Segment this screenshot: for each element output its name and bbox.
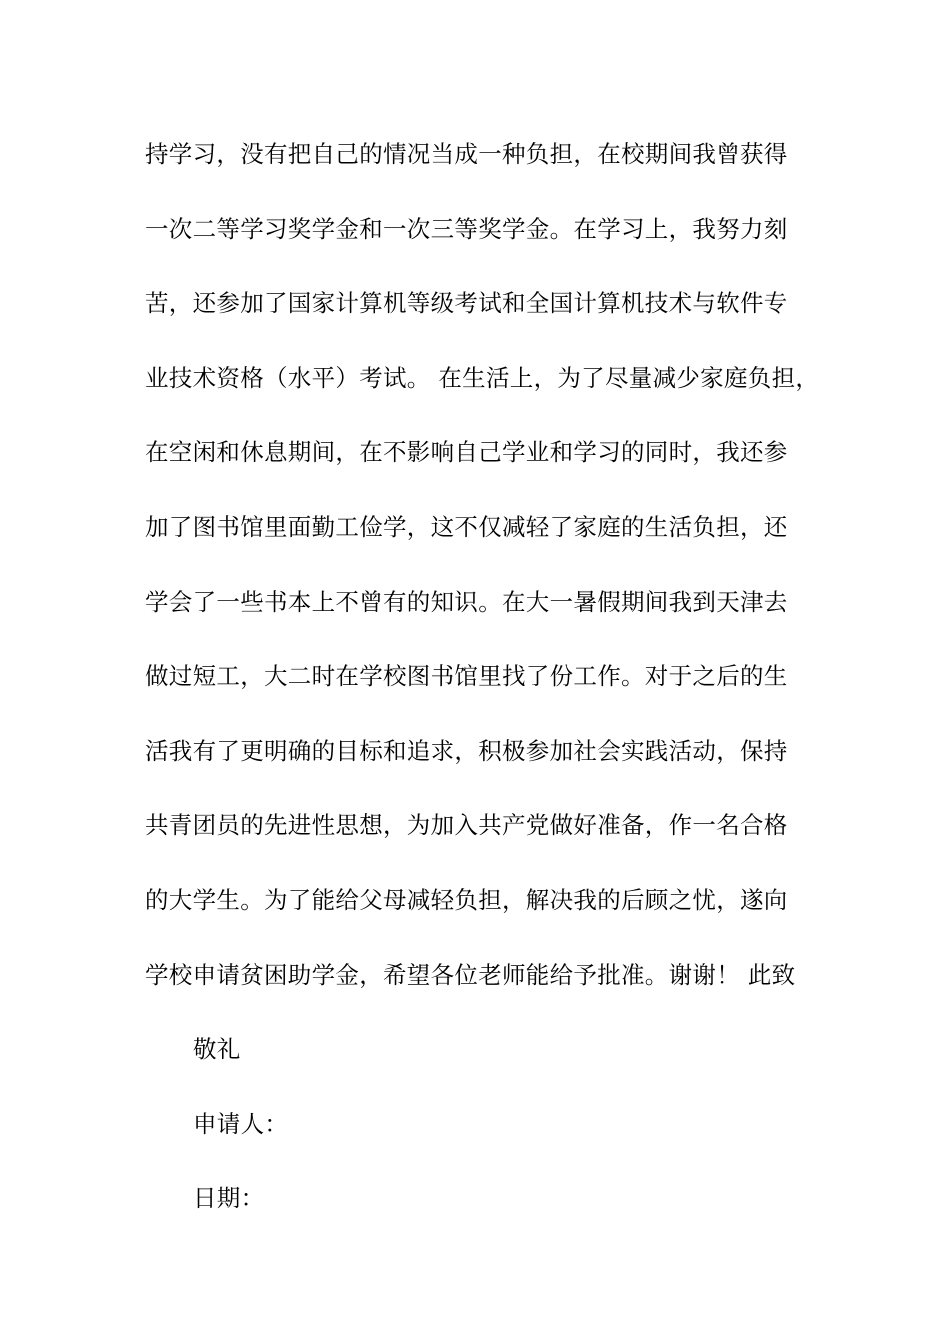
body-line: 共青团员的先进性思想，为加入共产党做好准备，作一名合格 (145, 811, 788, 840)
body-line: 一次二等学习奖学金和一次三等奖学金。在学习上，我努力刻 (145, 214, 788, 243)
body-line: 做过短工，大二时在学校图书馆里找了份工作。对于之后的生 (145, 662, 788, 691)
body-line: 苦，还参加了国家计算机等级考试和全国计算机技术与软件专 (145, 289, 788, 318)
body-line: 活我有了更明确的目标和追求，积极参加社会实践活动，保持 (145, 736, 788, 765)
letter-body (145, 132, 845, 1027)
salutation: 敬礼 (193, 1035, 241, 1063)
date-label: 日期： (193, 1184, 265, 1213)
body-line: 学会了一些书本上不曾有的知识。在大一暑假期间我到天津去 (145, 587, 788, 616)
letter-closing (193, 1027, 288, 1251)
body-line: 在空闲和休息期间，在不影响自己学业和学习的同时，我还参 (145, 438, 788, 467)
body-line: 的大学生。为了能给父母减轻负担，解决我的后顾之忧，遂向 (145, 885, 788, 914)
body-line: 业技术资格（水平）考试。 在生活上，为了尽量减少家庭负担， (145, 363, 820, 392)
body-line: 持学习，没有把自己的情况当成一种负担，在校期间我曾获得 (145, 140, 788, 168)
body-line: 学校申请贫困助学金，希望各位老师能给予批准。谢谢！ 此致 (145, 960, 796, 989)
body-line: 加了图书馆里面勤工俭学，这不仅减轻了家庭的生活负担，还 (145, 512, 788, 541)
applicant-label: 申请人： (193, 1109, 289, 1138)
